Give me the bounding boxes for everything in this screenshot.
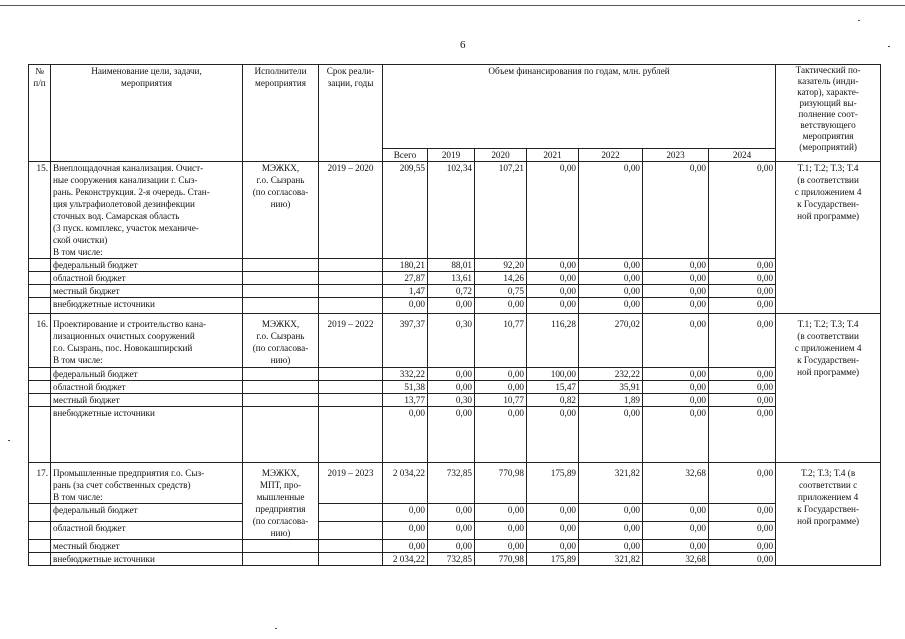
row-16-local-2019: 0,30 [428, 394, 475, 407]
row-17-regional-2022: 0,00 [579, 522, 643, 540]
header-executors [243, 65, 319, 162]
scan-speck [858, 20, 860, 21]
row-17-src-local-label: местный бюджет [51, 540, 243, 553]
row-17-federal-total: 0,00 [383, 504, 428, 522]
row-16-federal-2022: 232,22 [579, 368, 643, 381]
row-16-regional-2021: 15,47 [527, 381, 579, 394]
row-16-local-2022: 1,89 [579, 394, 643, 407]
row-15-total-2020: 107,21 [475, 162, 527, 259]
row-16-local-total: 13,77 [383, 394, 428, 407]
row-16-local-2020: 10,77 [475, 394, 527, 407]
header-financing [383, 65, 776, 149]
header-term [319, 65, 383, 162]
row-17-offbudget-2020: 770,98 [475, 553, 527, 566]
row-16-src-local-label: местный бюджет [51, 394, 243, 407]
row-16-total-2020: 10,77 [475, 314, 527, 368]
header-indicator [776, 65, 881, 162]
row-16-total-2022: 270,02 [579, 314, 643, 368]
row-17-federal-2022: 0,00 [579, 504, 643, 522]
row-16-federal-2019: 0,00 [428, 368, 475, 381]
row-17-number: 17. [29, 463, 51, 504]
row-17-offbudget-2019: 732,85 [428, 553, 475, 566]
row-15-number: 15. [29, 162, 51, 259]
row-15-federal-2023: 0,00 [643, 259, 709, 272]
row-17-indicator: Т.2; Т.3; Т.4 (в соответствии с приложением 4 к Государствен- ной программе) [776, 463, 881, 566]
row-15-federal-2022: 0,00 [579, 259, 643, 272]
row-17-total-2022: 321,82 [579, 463, 643, 504]
row-15-term: 2019 – 2020 [319, 162, 383, 259]
row-17-local-total: 0,00 [383, 540, 428, 553]
row-16-total-sum: 397,37 [383, 314, 428, 368]
header-name [51, 65, 243, 162]
row-15-offbudget-2022: 0,00 [579, 298, 643, 314]
row-16-total-2019: 0,30 [428, 314, 475, 368]
header-col-2020: 2020 [475, 149, 527, 162]
row-15-offbudget-2023: 0,00 [643, 298, 709, 314]
row-15-src-offbudget-label: внебюджетные источники [51, 298, 243, 314]
row-15-federal-2024: 0,00 [709, 259, 776, 272]
row-16-number: 16. [29, 314, 51, 368]
header-num [29, 65, 51, 162]
row-17-total-2019: 732,85 [428, 463, 475, 504]
row-16-regional-2023: 0,00 [643, 381, 709, 394]
row-15-regional-2019: 13,61 [428, 272, 475, 285]
row-17-federal-2024: 0,00 [709, 504, 776, 522]
row-16-offbudget-2021: 0,00 [527, 407, 579, 463]
header-name-text: Наименование цели, задачи, мероприятия [91, 66, 202, 88]
row-17-regional-2021: 0,00 [527, 522, 579, 540]
row-17-offbudget-2021: 175,89 [527, 553, 579, 566]
row-15-local-2019: 0,72 [428, 285, 475, 298]
row-16-src-federal-label: федеральный бюджет [51, 368, 243, 381]
row-15-name: Внеплощадочная канализация. Очист- ные сооружения канализации г. Сыз- рань. Реконструкция. 2-я очередь. Стан- ция ультрафиолетовой дезинфекции сточных вод. Самарская область (3 пуск. комплекс, участок механиче- ской очистки) В том числе: [51, 162, 243, 259]
row-16-regional-total: 51,38 [383, 381, 428, 394]
row-15-local-total: 1,47 [383, 285, 428, 298]
header-executors-text: Исполнители мероприятия [254, 66, 307, 88]
row-17-offbudget-2024: 0,00 [709, 553, 776, 566]
row-15-total-2023: 0,00 [643, 162, 709, 259]
header-col-2023: 2023 [643, 149, 709, 162]
row-17-total-2020: 770,98 [475, 463, 527, 504]
row-15-total-2022: 0,00 [579, 162, 643, 259]
row-17-federal-2019: 0,00 [428, 504, 475, 522]
row-16-total-2024: 0,00 [709, 314, 776, 368]
row-16-offbudget-2020: 0,00 [475, 407, 527, 463]
header-col-2019: 2019 [428, 149, 475, 162]
row-16-offbudget-2023: 0,00 [643, 407, 709, 463]
row-15-offbudget-2024: 0,00 [709, 298, 776, 314]
row-15-local-2024: 0,00 [709, 285, 776, 298]
row-15-regional-2024: 0,00 [709, 272, 776, 285]
row-17-offbudget-2023: 32,68 [643, 553, 709, 566]
row-17-local-2022: 0,00 [579, 540, 643, 553]
scan-speck [8, 440, 10, 441]
row-15-local-2022: 0,00 [579, 285, 643, 298]
row-15-offbudget-2020: 0,00 [475, 298, 527, 314]
row-17-src-regional-label: областной бюджет [51, 522, 243, 540]
row-16-offbudget-total: 0,00 [383, 407, 428, 463]
row-15-regional-2022: 0,00 [579, 272, 643, 285]
header-col-2024: 2024 [709, 149, 776, 162]
row-17-local-2019: 0,00 [428, 540, 475, 553]
row-15-offbudget-2019: 0,00 [428, 298, 475, 314]
row-15-src-federal-label: федеральный бюджет [51, 259, 243, 272]
row-16-federal-2021: 100,00 [527, 368, 579, 381]
row-15-src-local-label: местный бюджет [51, 285, 243, 298]
row-16-name: Проектирование и строительство кана- лизационных очистных сооружений г.о. Сызрань, пос. Новокашпирский В том числе: [51, 314, 243, 368]
scan-speck [888, 46, 890, 47]
row-17-regional-2019: 0,00 [428, 522, 475, 540]
row-15-total-2021: 0,00 [527, 162, 579, 259]
row-17-src-offbudget-label: внебюджетные источники [51, 553, 243, 566]
row-17-total-2024: 0,00 [709, 463, 776, 504]
header-term-text: Срок реали- зации, годы [326, 66, 375, 88]
row-16-regional-2022: 35,91 [579, 381, 643, 394]
row-17-regional-2023: 0,00 [643, 522, 709, 540]
row-15-regional-total: 27,87 [383, 272, 428, 285]
row-16-federal-2024: 0,00 [709, 368, 776, 381]
row-16-offbudget-2024: 0,00 [709, 407, 776, 463]
header-col-2022: 2022 [579, 149, 643, 162]
row-15-federal-total: 180,21 [383, 259, 428, 272]
row-17-executors: МЭЖКХ, МПТ, про- мышленные предприятия (по согласова- нию) [243, 463, 319, 540]
row-16-executors: МЭЖКХ, г.о. Сызрань (по согласова- нию) [243, 314, 319, 368]
page-number: 6 [460, 39, 466, 51]
row-15-indicator: Т.1; Т.2; Т.3; Т.4 (в соответствии с приложением 4 к Государствен- ной программе) [776, 162, 881, 314]
row-16-local-2023: 0,00 [643, 394, 709, 407]
row-17-total-2023: 32,68 [643, 463, 709, 504]
row-15-offbudget-2021: 0,00 [527, 298, 579, 314]
financing-table [28, 64, 881, 566]
row-17-regional-2020: 0,00 [475, 522, 527, 540]
row-16-offbudget-2019: 0,00 [428, 407, 475, 463]
header-num-text: № п/п [33, 66, 46, 88]
scan-speck [275, 628, 277, 629]
row-16-regional-2019: 0,00 [428, 381, 475, 394]
row-17-local-2020: 0,00 [475, 540, 527, 553]
row-17-src-federal-label: федеральный бюджет [51, 504, 243, 522]
row-15-regional-2021: 0,00 [527, 272, 579, 285]
header-col-total: Всего [383, 149, 428, 162]
row-15-executors: МЭЖКХ, г.о. Сызрань (по согласова- нию) [243, 162, 319, 259]
row-15-src-regional-label: областной бюджет [51, 272, 243, 285]
row-17-total-sum: 2 034,22 [383, 463, 428, 504]
row-17-federal-2020: 0,00 [475, 504, 527, 522]
row-17-federal-2023: 0,00 [643, 504, 709, 522]
row-17-offbudget-2022: 321,82 [579, 553, 643, 566]
row-15-local-2023: 0,00 [643, 285, 709, 298]
row-15-local-2021: 0,00 [527, 285, 579, 298]
row-16-local-2024: 0,00 [709, 394, 776, 407]
row-17-local-2024: 0,00 [709, 540, 776, 553]
row-15-federal-2020: 92,20 [475, 259, 527, 272]
row-16-federal-total: 332,22 [383, 368, 428, 381]
row-15-federal-2019: 88,01 [428, 259, 475, 272]
row-15-total-sum: 209,55 [383, 162, 428, 259]
row-17-offbudget-total: 2 034,22 [383, 553, 428, 566]
row-15-regional-2023: 0,00 [643, 272, 709, 285]
row-15-total-2019: 102,34 [428, 162, 475, 259]
page-top-rule [0, 5, 905, 6]
row-17-local-2021: 0,00 [527, 540, 579, 553]
row-16-federal-2023: 0,00 [643, 368, 709, 381]
row-17-total-2021: 175,89 [527, 463, 579, 504]
row-15-total-2024: 0,00 [709, 162, 776, 259]
row-17-local-2023: 0,00 [643, 540, 709, 553]
row-16-src-offbudget-label: внебюджетные источники [51, 407, 243, 463]
row-16-indicator: Т.1; Т.2; Т.3; Т.4 (в соответствии с приложением 4 к Государствен- ной программе) [776, 314, 881, 463]
row-16-regional-2020: 0,00 [475, 381, 527, 394]
row-15-local-2020: 0,75 [475, 285, 527, 298]
row-16-term: 2019 – 2022 [319, 314, 383, 368]
row-16-total-2023: 0,00 [643, 314, 709, 368]
row-15-regional-2020: 14,26 [475, 272, 527, 285]
row-16-regional-2024: 0,00 [709, 381, 776, 394]
row-17-federal-2021: 0,00 [527, 504, 579, 522]
header-indicator-text: Тактический по- казатель (инди- катор), характе- ризующий вы- полнение соот- ветствующего мероприятия (мероприятий) [795, 65, 861, 152]
header-financing-text: Объем финансирования по годам, млн. рублей [488, 66, 670, 76]
row-16-local-2021: 0,82 [527, 394, 579, 407]
row-17-regional-2024: 0,00 [709, 522, 776, 540]
row-16-offbudget-2022: 0,00 [579, 407, 643, 463]
row-16-total-2021: 116,28 [527, 314, 579, 368]
row-15-federal-2021: 0,00 [527, 259, 579, 272]
header-col-2021: 2021 [527, 149, 579, 162]
row-16-src-regional-label: областной бюджет [51, 381, 243, 394]
row-17-regional-total: 0,00 [383, 522, 428, 540]
row-16-federal-2020: 0,00 [475, 368, 527, 381]
row-17-name: Промышленные предприятия г.о. Сыз- рань (за счет собственных средств) В том числе: [51, 463, 243, 504]
row-17-term: 2019 – 2023 [319, 463, 383, 504]
row-15-offbudget-total: 0,00 [383, 298, 428, 314]
